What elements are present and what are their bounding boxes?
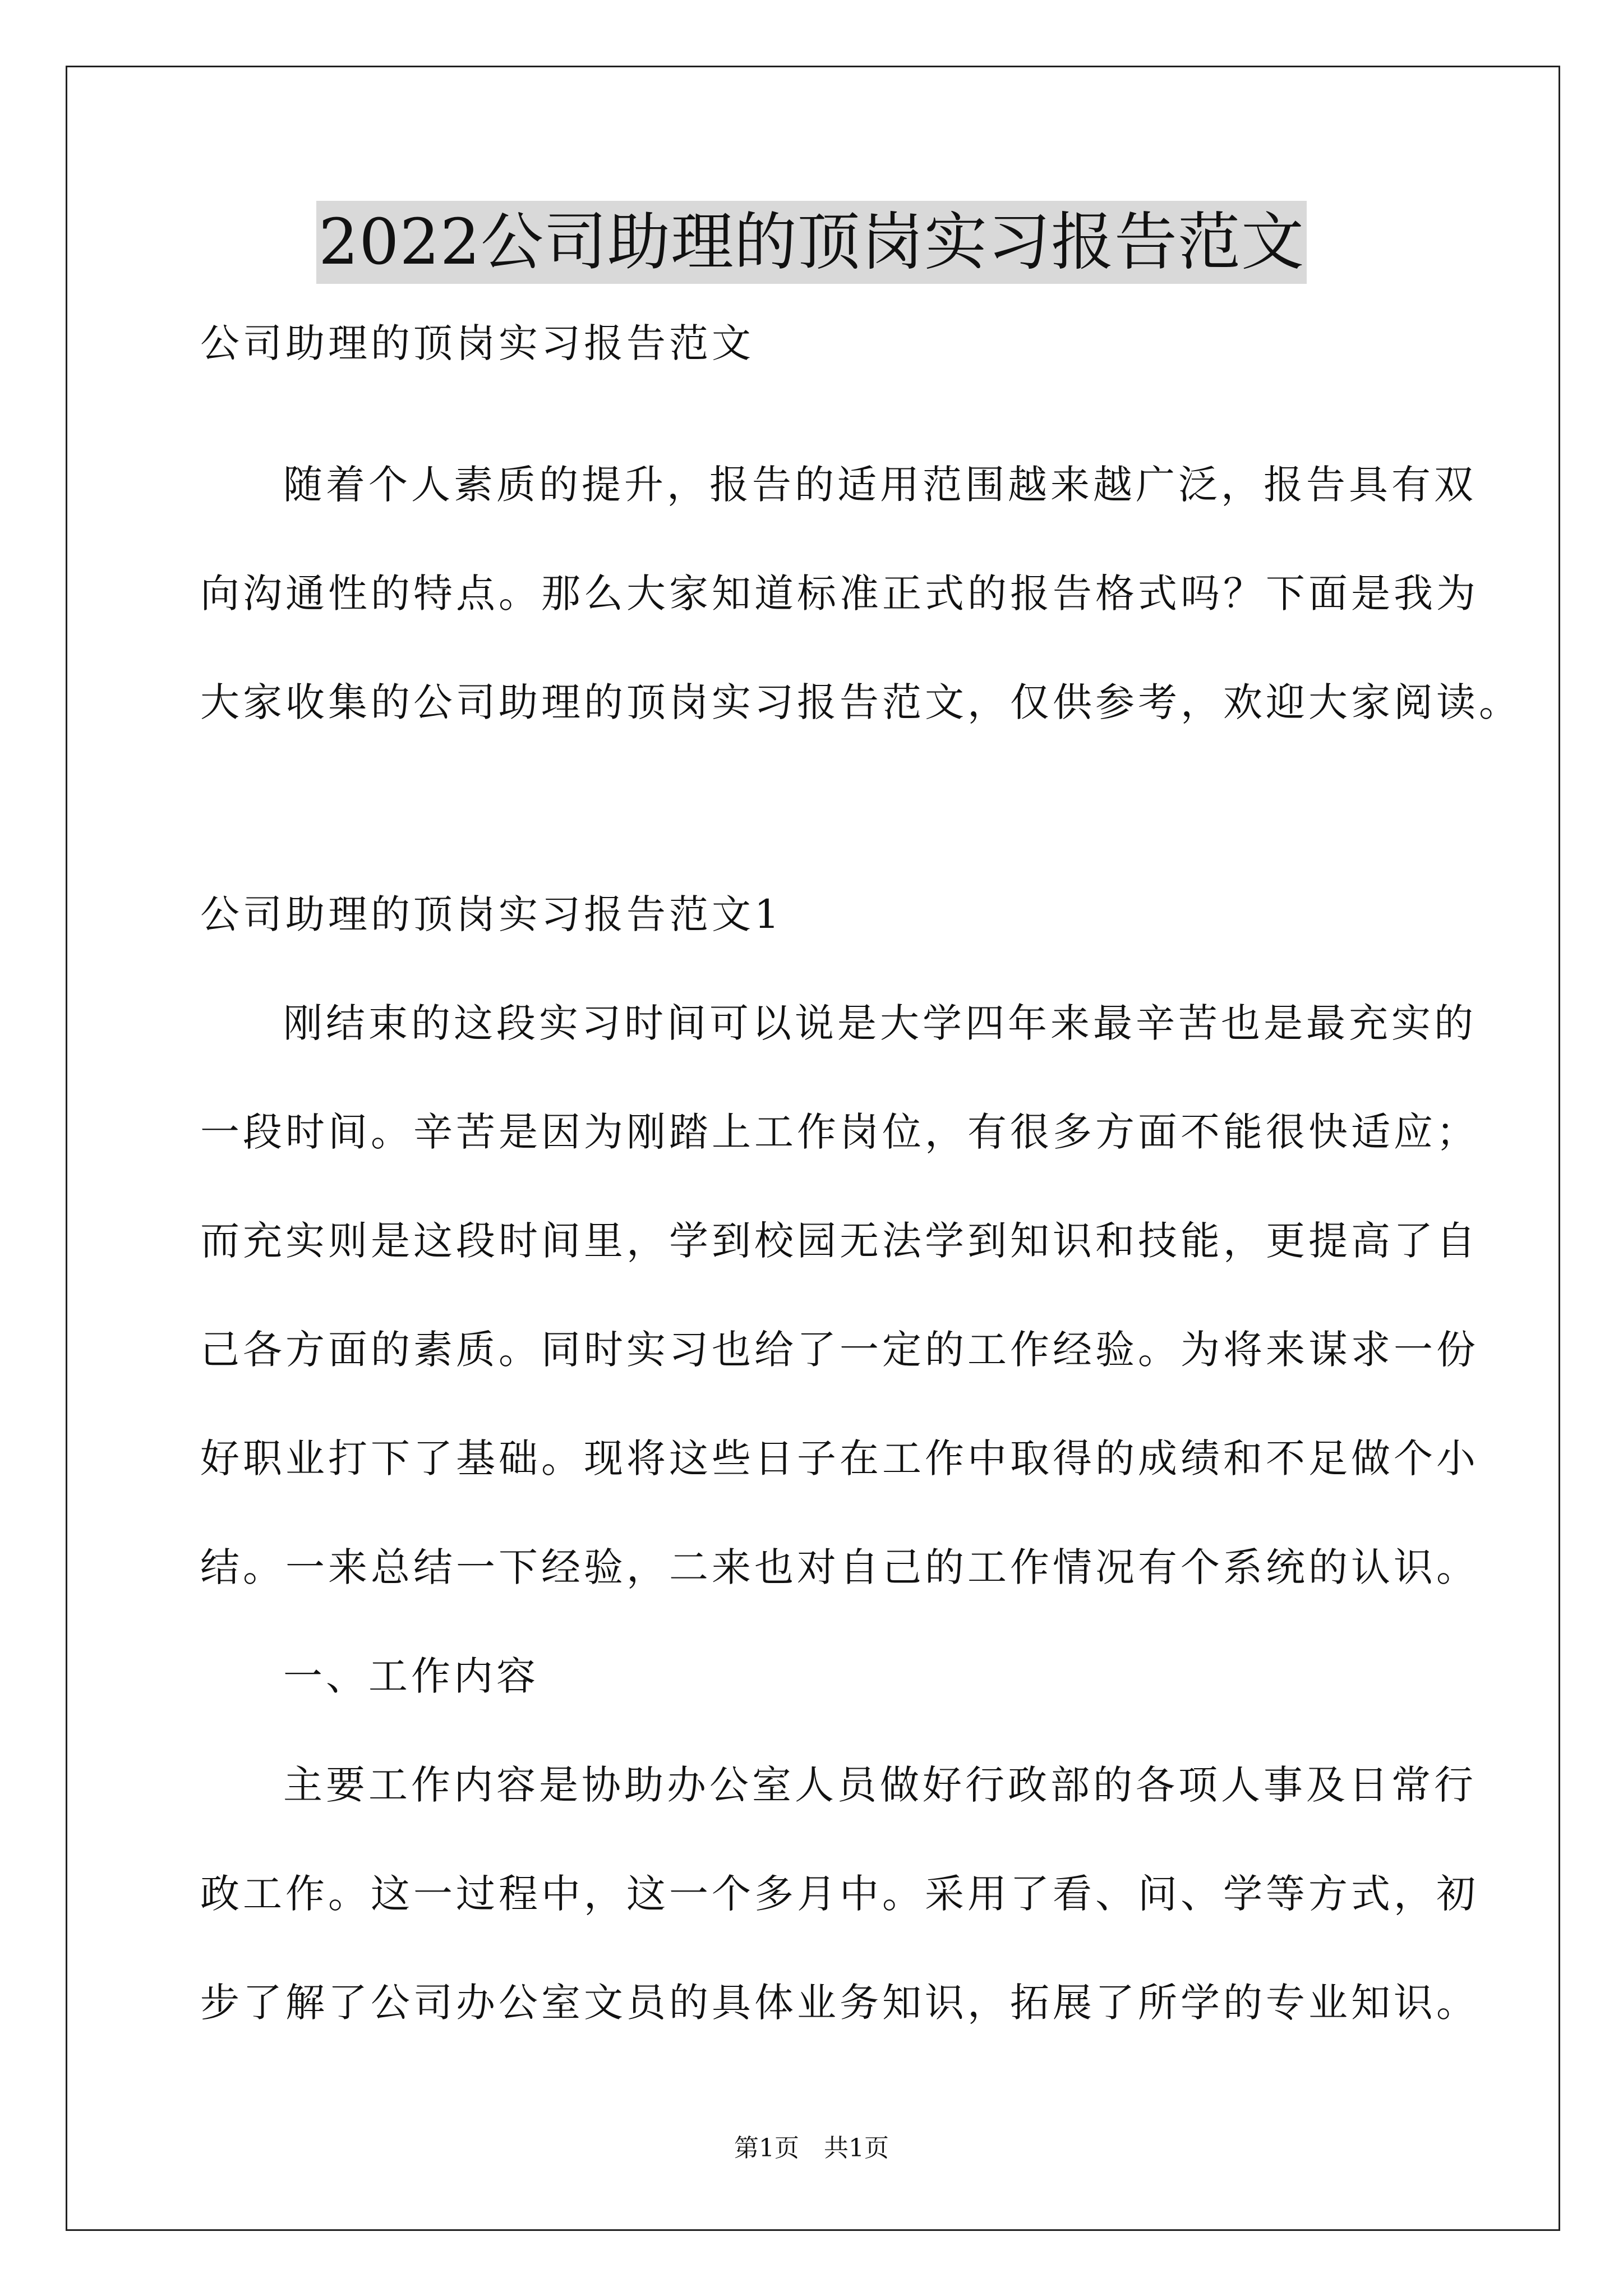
title-container [0, 201, 1623, 284]
paragraph-line: 步了解了公司办公室文员的具体业务知识，拓展了所学的专业知识。 [200, 1980, 1479, 2026]
paragraph-line: 主要工作内容是协助办公室人员做好行政部的各项人事及日常行 [283, 1762, 1477, 1808]
section-heading: 公司助理的顶岗实习报告范文1 [200, 891, 783, 937]
document-title: 2022公司助理的顶岗实习报告范文 [316, 201, 1307, 284]
paragraph-line: 而充实则是这段时间里，学到校园无法学到知识和技能，更提高了自 [200, 1218, 1479, 1264]
paragraph-line: 好职业打下了基础。现将这些日子在工作中取得的成绩和不足做个小 [200, 1435, 1479, 1481]
page-number: 第1页 [734, 2134, 799, 2162]
paragraph-line: 政工作。这一过程中，这一个多月中。采用了看、问、学等方式，初 [200, 1871, 1479, 1917]
subsection-heading: 一、工作内容 [283, 1653, 539, 1699]
subtitle-line: 公司助理的顶岗实习报告范文 [200, 320, 754, 366]
page-total: 共1页 [824, 2134, 889, 2162]
paragraph-line: 一段时间。辛苦是因为刚踏上工作岗位，有很多方面不能很快适应； [200, 1109, 1479, 1155]
page-footer [0, 2132, 1623, 2165]
paragraph-line: 刚结束的这段实习时间可以说是大学四年来最辛苦也是最充实的 [283, 1000, 1477, 1046]
paragraph-line: 向沟通性的特点。那么大家知道标准正式的报告格式吗？下面是我为 [200, 570, 1479, 616]
paragraph-line: 随着个人素质的提升，报告的适用范围越来越广泛，报告具有双 [283, 462, 1477, 508]
paragraph-line: 大家收集的公司助理的顶岗实习报告范文，仅供参考，欢迎大家阅读。 [200, 679, 1521, 725]
paragraph-line: 结。一来总结一下经验，二来也对自己的工作情况有个系统的认识。 [200, 1544, 1479, 1590]
paragraph-line: 己各方面的素质。同时实习也给了一定的工作经验。为将来谋求一份 [200, 1327, 1479, 1373]
